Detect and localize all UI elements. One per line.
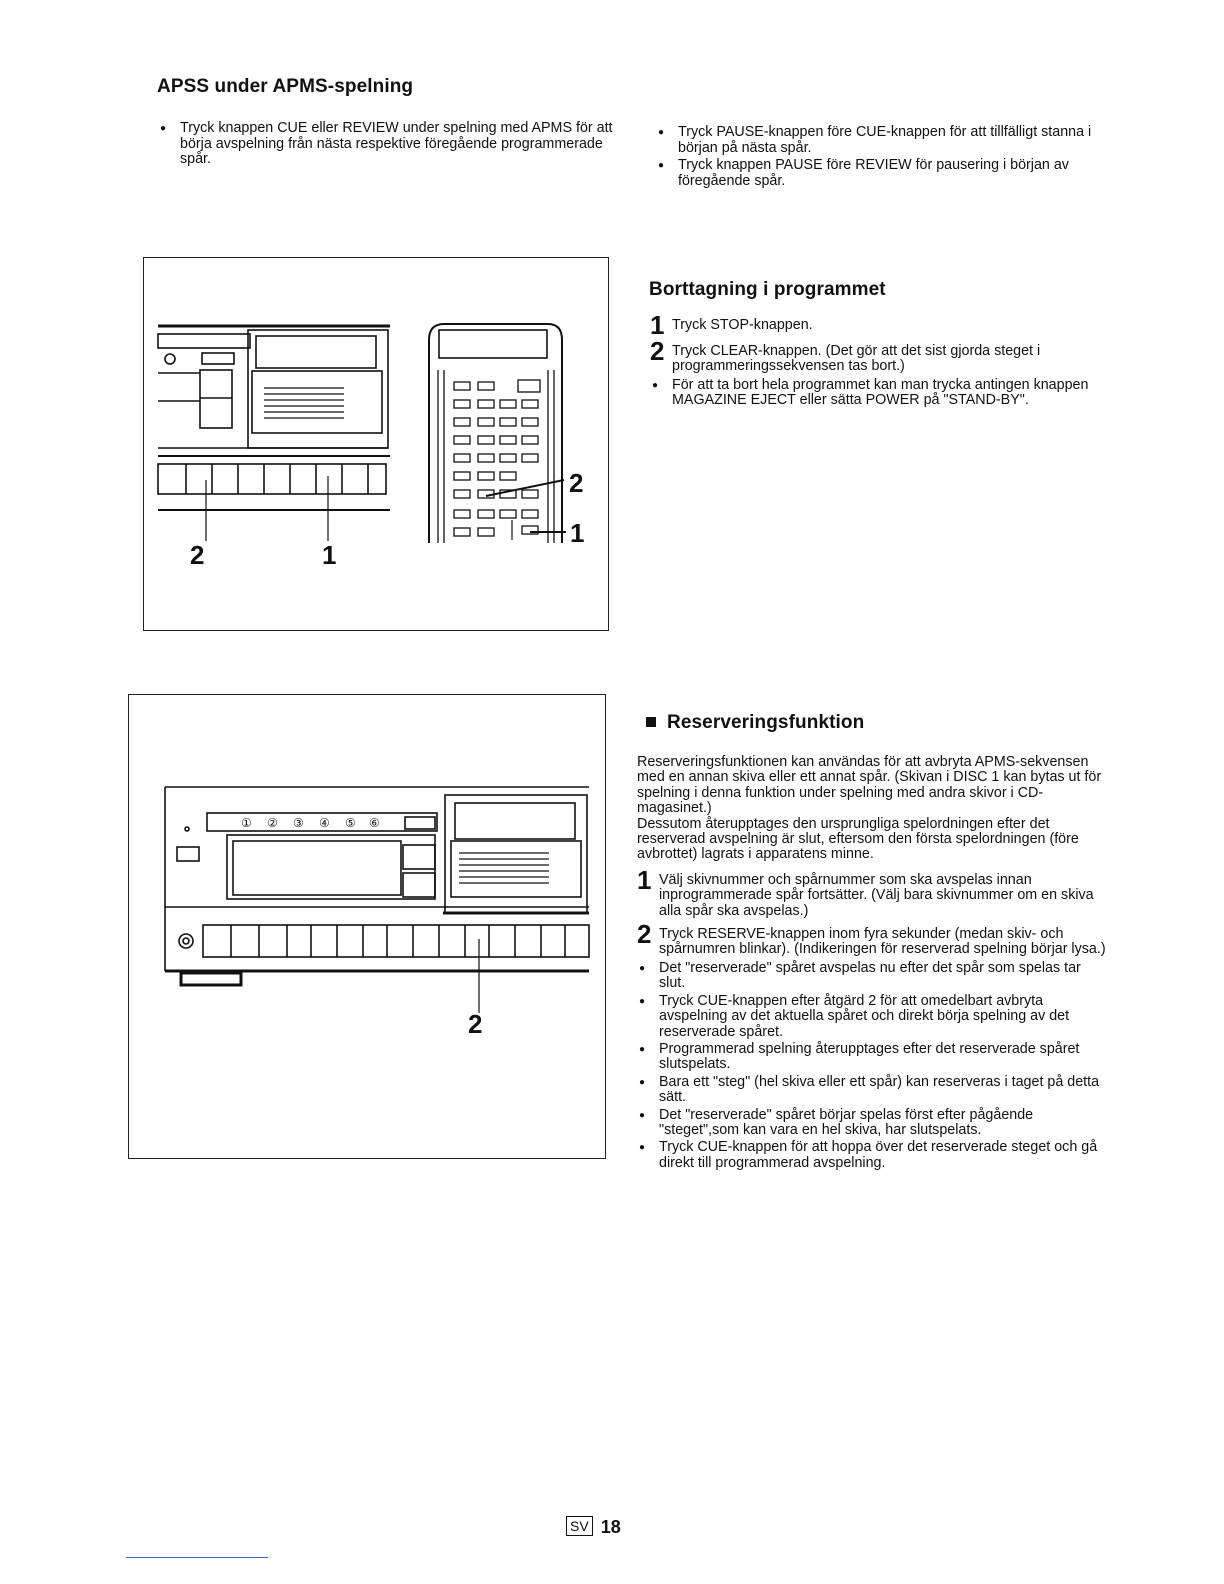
disc-number-1: ①: [241, 816, 252, 830]
figure-1-frame: [143, 257, 609, 631]
disc-number-2: ②: [267, 816, 278, 830]
step-number: 1: [637, 864, 652, 895]
apss-title: APSS under APMS-spelning: [157, 76, 414, 97]
list-item: ● Tryck PAUSE-knappen före CUE-knappen för att tillfälligt stanna i början på nästa spår.: [656, 125, 1116, 156]
apss-right-text: [656, 125, 1116, 191]
figure-1-remote-callout-2: 2: [569, 468, 584, 498]
page-footer: [566, 1516, 621, 1538]
figure-1-remote-callout-1: 1: [570, 518, 585, 548]
figure-2-illustration: [129, 695, 605, 1158]
borttagning-step-2: [650, 335, 1115, 375]
figure-1-callout-1: 1: [322, 540, 337, 570]
list-item: ● Tryck knappen CUE eller REVIEW under spelning med APMS för att börja avspelning från nästa respektive föregående programmerade spår.: [158, 121, 620, 168]
list-item: ● Programmerad spelning återupptages efter det reserverade spåret slutspelats.: [637, 1042, 1107, 1073]
reserv-text: [637, 755, 1107, 1173]
step-text: Tryck CLEAR-knappen. (Det gör att det sist gjorda steget i programmeringssekvensen tas bort.): [672, 342, 1041, 375]
figure-1-illustration: [144, 258, 608, 630]
figure-2-frame: [128, 694, 606, 1159]
reserv-step-1: [637, 864, 1107, 919]
disc-number-3: ③: [293, 816, 304, 830]
borttagning-title: Borttagning i programmet: [649, 279, 886, 300]
disc-number-5: ⑤: [345, 816, 356, 830]
list-item: ● Det "reserverade" spåret avspelas nu efter det spår som spelas tar slut.: [637, 961, 1107, 992]
disc-number-4: ④: [319, 816, 330, 830]
language-badge: SV: [566, 1516, 593, 1536]
list-item: ● Det "reserverade" spåret börjar spelas först efter pågående "steget",som kan vara en hel skiva, har slutspelats.: [637, 1108, 1107, 1139]
reserv-title: Reserveringsfunktion: [667, 712, 865, 733]
section-bullet-square: [646, 717, 656, 727]
step-number: 1: [650, 310, 665, 340]
reserv-intro-1: Reserveringsfunktionen kan användas för att avbryta APMS-sekvensen med en annan skiva eller ett annat spår. (Skivan i DISC 1 kan bytas ut för spelning i denna funktion under spelning med andra skivor i CD-magasinet.): [637, 754, 1102, 817]
borttagning-step-1: [650, 310, 1115, 340]
step-text: Välj skivnummer och spårnummer som ska avspelas innan inprogrammerade spår fortsätter. (Välj bara skivnummer om en skiva alla spår ska avspelas.): [659, 871, 1094, 919]
apss-left-text: [158, 121, 620, 170]
footer-rule: [126, 1557, 268, 1558]
list-item: ● Tryck CUE-knappen efter åtgärd 2 för att omedelbart avbryta avspelning av det aktuella spåret och direkt börja spelning av det reserverade spåret.: [637, 994, 1107, 1040]
disc-number-buttons: [241, 816, 380, 830]
list-item: ● Bara ett "steg" (hel skiva eller ett spår) kan reserveras i taget på detta sätt.: [637, 1075, 1107, 1106]
step-text: Tryck RESERVE-knappen inom fyra sekunder (medan skiv- och spårnumren blinkar). (Indikeringen för reserverad spelning börjar lysa.): [659, 926, 1106, 958]
step-number: 2: [650, 335, 665, 366]
reserv-intro-2: Dessutom återupptages den ursprungliga spelordningen efter det reserverad avspelning är slut, eftersom den första spelordningen (före avbrottet) lagrats i apparatens minne.: [637, 815, 1079, 863]
disc-number-6: ⑥: [369, 816, 380, 830]
page-number: 18: [600, 1517, 621, 1537]
reserv-step-2: [637, 919, 1107, 958]
list-item: ● För att ta bort hela programmet kan man trycka antingen knappen MAGAZINE EJECT eller sätta POWER på "STAND-BY".: [650, 378, 1115, 409]
step-text: Tryck STOP-knappen.: [672, 317, 813, 333]
list-item: ● Tryck knappen PAUSE före REVIEW för pausering i början av föregående spår.: [656, 158, 1116, 189]
figure-1-callout-2: 2: [190, 540, 205, 570]
step-number: 2: [637, 919, 652, 950]
figure-2-callout-2: 2: [468, 1009, 483, 1039]
list-item: ● Tryck CUE-knappen för att hoppa över det reserverade steget och gå direkt till programmerad avspelning.: [637, 1140, 1107, 1171]
borttagning-text: [650, 310, 1115, 411]
